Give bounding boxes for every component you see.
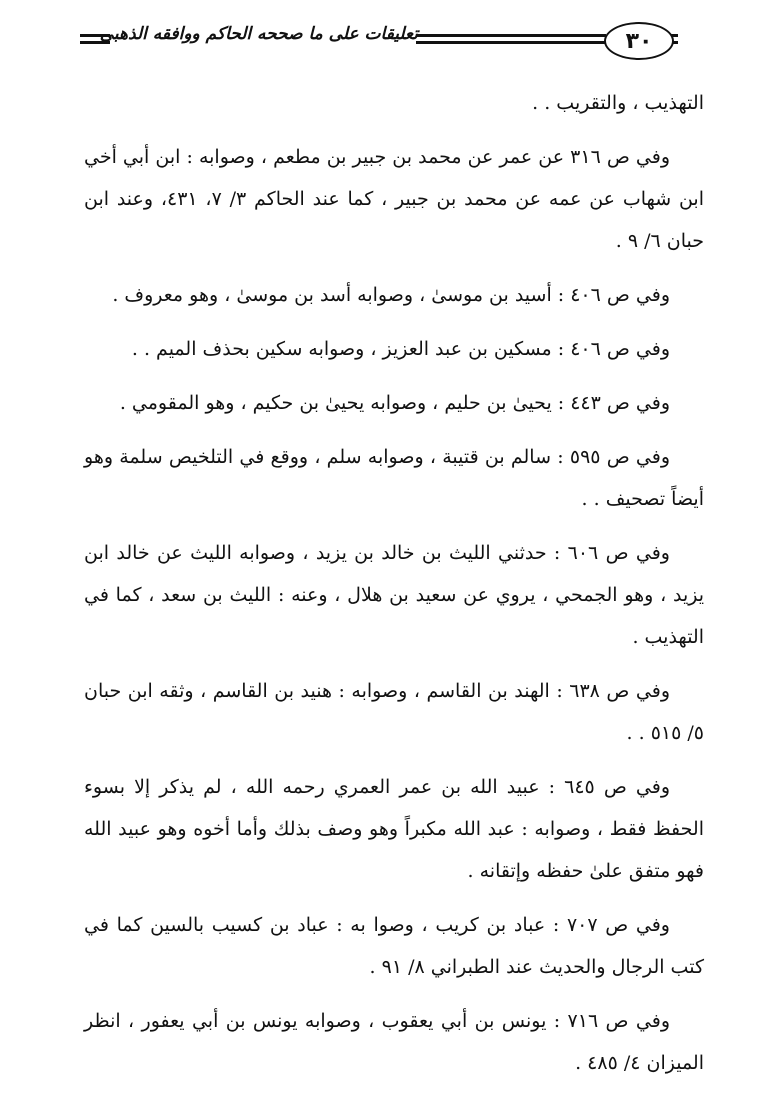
paragraph-6: وفي ص ٥٩٥ : سالم بن قتيبة ، وصوابه سلم ، ووقع في التلخيص سلمة وهو أيضاً تصحيف . . bbox=[84, 446, 704, 510]
paragraph-5: وفي ص ٤٤٣ : يحيىٰ بن حليم ، وصوابه يحيىٰ بن حكيم ، وهو المقومي . bbox=[119, 392, 670, 414]
page-body bbox=[84, 82, 704, 1096]
paragraph-10: وفي ص ٧٠٧ : عباد بن كريب ، وصوا به : عباد بن كسيب بالسين كما في كتب الرجال والحديث عند الطبراني ٨/ ٩١ . bbox=[84, 914, 704, 978]
paragraph-4: وفي ص ٤٠٦ : مسكين بن عبد العزيز ، وصوابه سكين بحذف الميم . . bbox=[131, 338, 670, 360]
paragraph-8: وفي ص ٦٣٨ : الهند بن القاسم ، وصوابه : هنيد بن القاسم ، وثقه ابن حبان ٥/ ٥١٥ . . bbox=[84, 680, 704, 744]
running-header bbox=[80, 20, 680, 64]
paragraph-11: وفي ص ٧١٦ : يونس بن أبي يعقوب ، وصوابه يونس بن أبي يعفور ، انظر الميزان ٤/ ٤٨٥ . bbox=[84, 1010, 704, 1074]
paragraph-1: التهذيب ، والتقريب . . bbox=[532, 92, 704, 114]
page-number: ٣٠ bbox=[604, 22, 674, 60]
header-rule-middle-top bbox=[416, 34, 606, 37]
paragraph-2: وفي ص ٣١٦ عن عمر عن محمد بن جبير بن مطعم ، وصوابه : ابن أبي أخي ابن شهاب عن عمه عن محمد بن جبير ، كما عند الحاكم ٣/ ٧، ٤٣١، وعند ابن حبان ٦/ ٩ . bbox=[84, 146, 705, 252]
paragraph-7: وفي ص ٦٠٦ : حدثني الليث بن خالد بن يزيد ، وصوابه الليث عن خالد ابن يزيد ، وهو الجمحي ، يروي عن سعيد بن هلال ، وعنه : الليث بن سعد ، كما في التهذيب . bbox=[84, 542, 704, 648]
running-title: تعليقات على ما صححه الحاكم ووافقه الذهبي bbox=[99, 24, 418, 44]
header-rule-middle-bottom bbox=[416, 41, 606, 44]
paragraph-9: وفي ص ٦٤٥ : عبيد الله بن عمر العمري رحمه الله ، لم يذكر إلا بسوء الحفظ فقط ، وصوابه : عبد الله مكبراً وهو وصف بذلك وأما أخوه وهو عبيد الله فهو متفق علىٰ حفظه وإتقانه . bbox=[84, 776, 704, 882]
paragraph-3: وفي ص ٤٠٦ : أسيد بن موسىٰ ، وصوابه أسد بن موسىٰ ، وهو معروف . bbox=[112, 284, 670, 306]
